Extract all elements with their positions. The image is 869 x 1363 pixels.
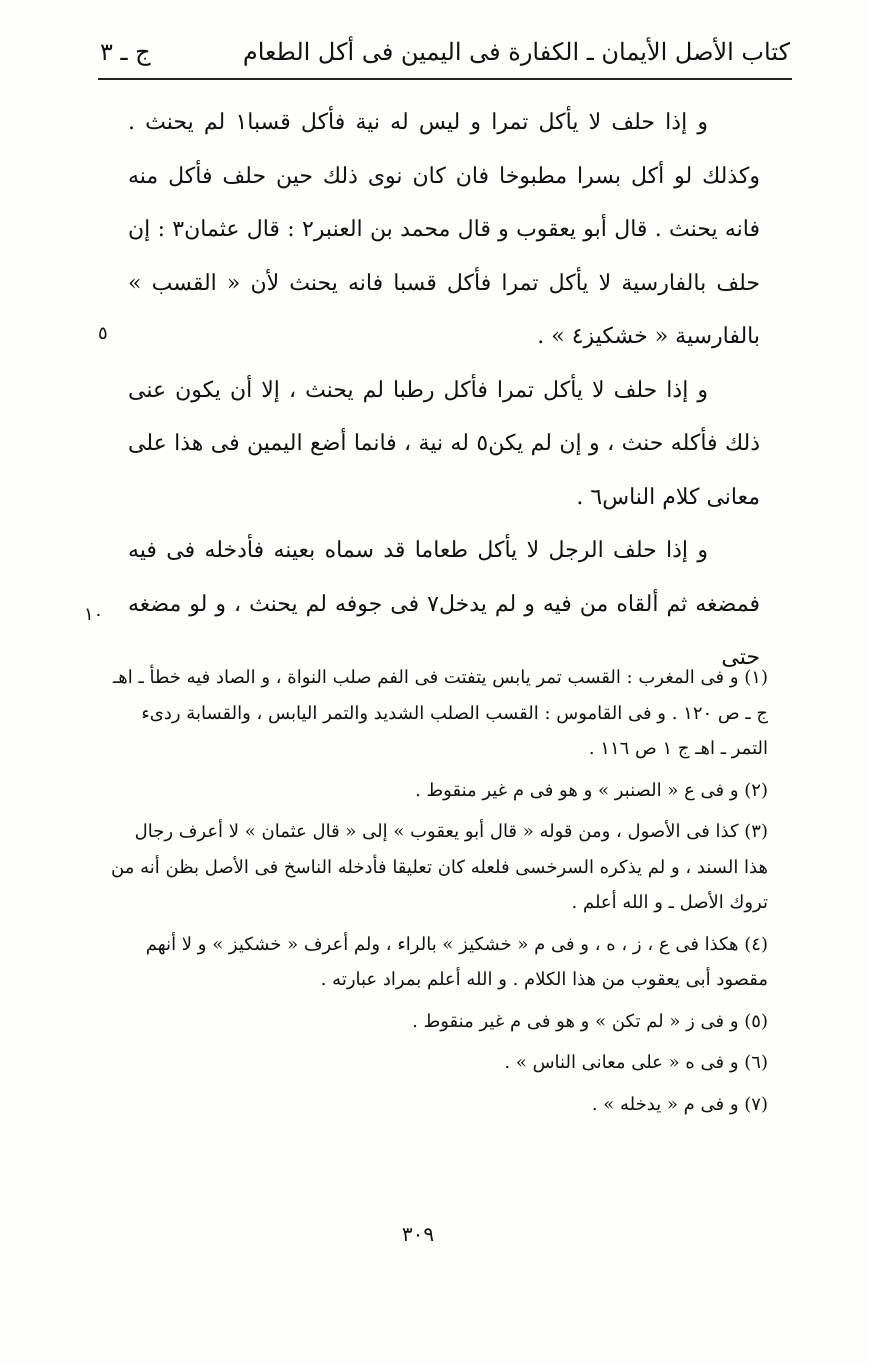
footnote: (٦) و فى ه « على معانى الناس » . [504, 1052, 768, 1073]
main-text [128, 96, 760, 685]
header-volume: ج ـ ٣ [100, 38, 151, 66]
footnote: (٣) كذا فى الأصول ، ومن قوله « قال أبو يعقوب » إلى « قال عثمان » لا أعرف رجال هذا السند ، و لم يذكره السرخسى فلعله كان تعليقا فأدخله الناسخ فى الأصل بظن أنه من تروك الأصل ـ و الله أعلم . [111, 821, 768, 913]
paragraph: و إذا حلف لا يأكل تمرا فأكل رطبا لم يحنث ، إلا أن يكون عنى ذلك فأكله حنث ، و إن لم يكن٥ له نية ، فانما أضع اليمين فى هذا على معانى كلام الناس٦ . [128, 377, 761, 510]
footnote: (٧) و فى م « يدخله » . [591, 1093, 768, 1115]
line-number-5: ٥ [98, 323, 108, 344]
header-title: كتاب الأصل الأيمان ـ الكفارة فى اليمين فى أكل الطعام [242, 38, 790, 66]
footnote: (٢) و فى ع « الصنبر » و هو فى م غير منقوط . [415, 779, 768, 801]
footnote: (٤) هكذا فى ع ، ز ، ه ، و فى م « خشكيز » بالراء ، ولم أعرف « خشكيز » و لا أنهم مقصود أبى يعقوب من هذا الكلام . و الله أعلم بمراد عبارته . [145, 933, 768, 990]
paragraph: و إذا حلف لا يأكل تمرا و ليس له نية فأكل قسبا١ لم يحنث . وكذلك لو أكل بسرا مطبوخا فان كان نوى ذلك حين حلف فأكل منه فانه يحنث . قال أبو يعقوب و قال محمد بن العنبر٢ : قال عثمان٣ : إن حلف بالفارسية لا يأكل تمرا فأكل قسبا فانه يحنث لأن « القسب » بالفارسية « خشكيز٤ » . [128, 110, 760, 349]
footnotes [108, 660, 768, 1122]
page-number: ٣٠٩ [401, 1222, 435, 1246]
paragraph: و إذا حلف الرجل لا يأكل طعاما قد سماه بعينه فأدخله فى فيه فمضغه ثم ألقاه من فيه و لم يدخل٧ فى جوفه لم يحنث ، و لو مضغه حتى [128, 538, 760, 670]
line-number-10: ١٠ [84, 604, 104, 625]
footnote: (١) و فى المغرب : القسب تمر يابس يتفتت فى الفم صلب النواة ، و الصاد فيه خطأ ـ اهـ ج ـ ص ١٢٠ . و فى القاموس : القسب الصلب الشديد والتمر اليابس ، والقسابة ردىء التمر ـ اهـ ج ١ ص ١١٦ . [113, 667, 768, 759]
header-rule [98, 78, 792, 80]
running-header [100, 28, 790, 76]
footnote: (٥) و فى ز « لم تكن » و هو فى م غير منقوط . [412, 1010, 768, 1032]
